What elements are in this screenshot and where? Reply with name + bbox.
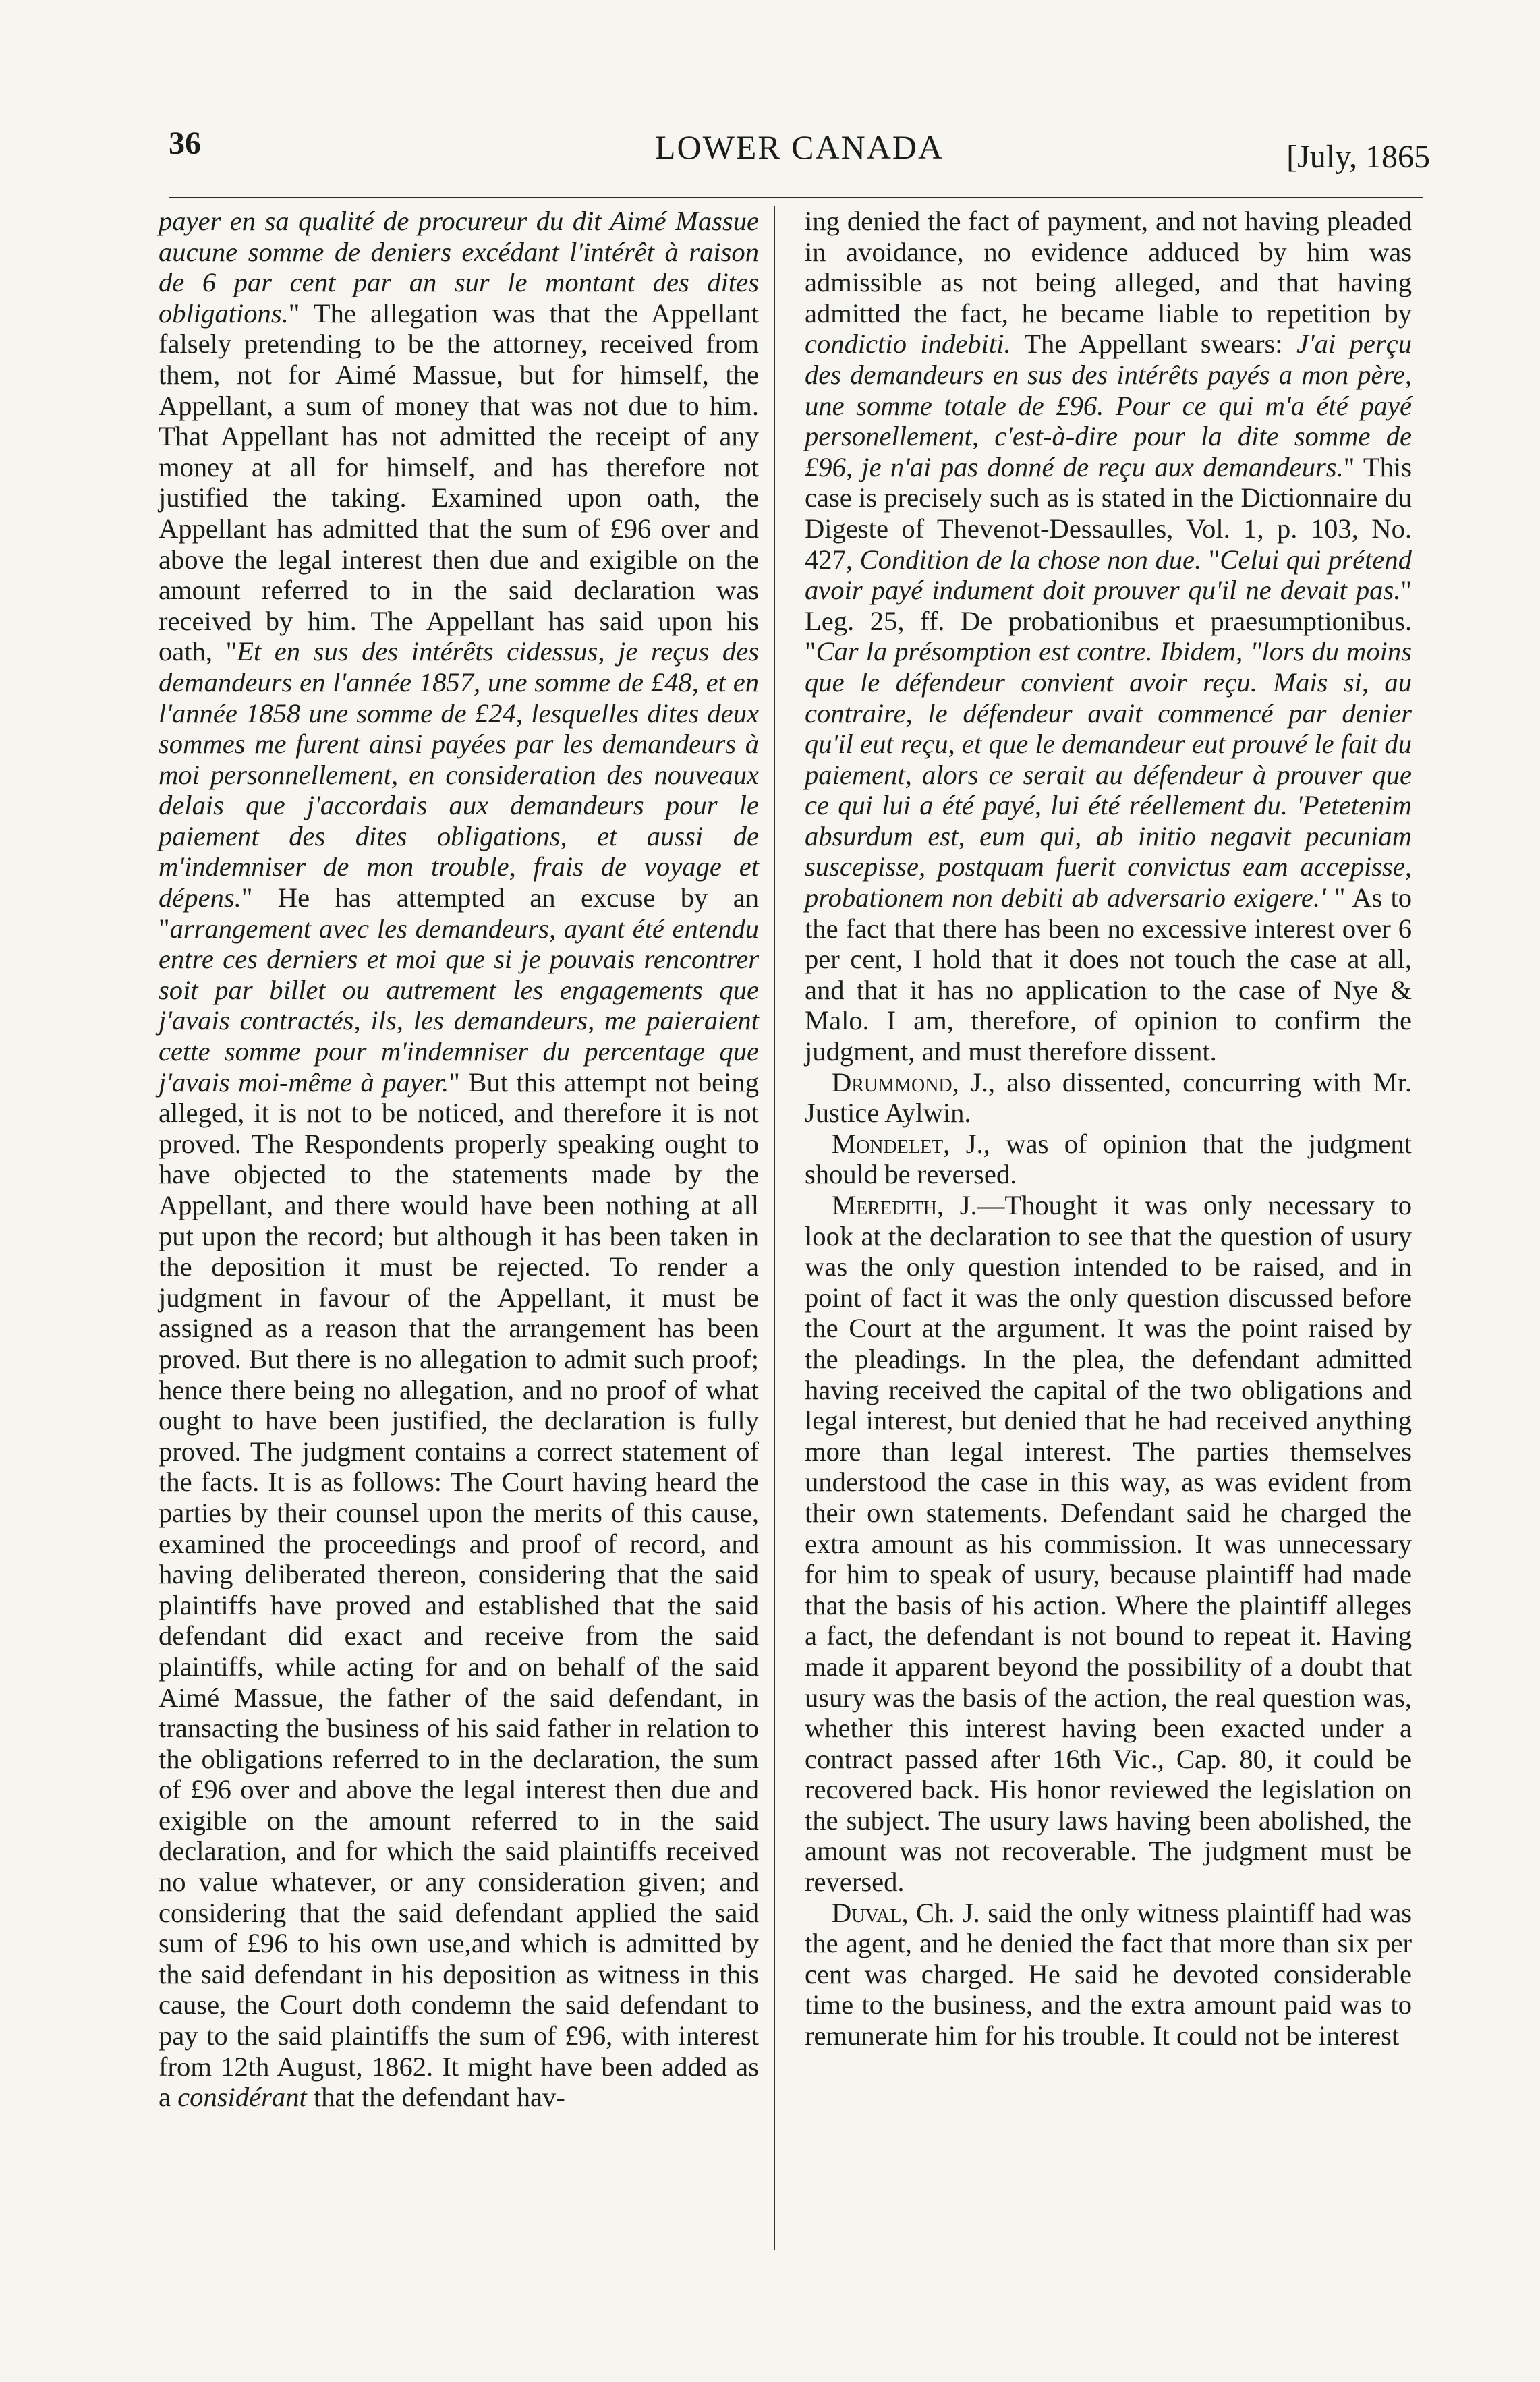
text-run: " As to the fact that there has been no excessive interest over 6 per cent, I hold that it does not touch the case at all, and that it has no application to the case of Nye & Malo. I am, therefore, of opinion to confirm the judgment, and must therefore dissent. <box>805 882 1413 1067</box>
paragraph <box>805 1898 1412 2051</box>
column-divider <box>774 206 775 2250</box>
judge-name: Duval <box>832 1897 902 1928</box>
header-date: [July, 1865 <box>1286 139 1430 175</box>
text-run: arrangement avec les demandeurs, ayant été entendu entre ces derniers et moi que si je pouvais rencontrer soit par billet ou autrement les engagements que j'avais contractés, ils, les demandeurs, me paieraient cette somme pour m'indemniser du percentage que j'avais moi-même à payer. <box>159 913 759 1098</box>
page-title: LOWER CANADA <box>654 128 944 166</box>
paragraph-text: , Ch. J. said the only witness plaintiff had was the agent, and he denied the fact that more than six per cent was charged. He said he devoted considerable time to the business, and the extra amount paid was to remunerate him for his trouble. It could not be interest <box>805 1897 1412 2051</box>
page-number: 36 <box>169 125 201 161</box>
text-run: that the defendant hav- <box>306 2082 565 2113</box>
text-run: condictio indebiti. <box>805 329 1011 360</box>
left-column <box>159 206 759 2113</box>
judge-name: Mondelet <box>832 1128 944 1159</box>
paragraph <box>159 206 759 2113</box>
paragraph <box>805 1067 1412 1129</box>
text-run: J'ai perçu des demandeurs en sus des intérêts payés a mon père, une somme totale de £96. Pour ce qui m'a été payé personellement, c'est-à-dire pour la dite somme de £96, je n'ai pas donné de reçu aux demandeurs. <box>805 329 1412 482</box>
text-run: Condition de la chose non due. <box>859 544 1202 575</box>
text-run: The Appellant swears: <box>1010 329 1296 360</box>
text-run: Celui qui prétend avoir payé indument doit prouver qu'il ne devait pas. <box>805 544 1412 606</box>
paragraph <box>805 1190 1412 1898</box>
text-run: " But this attempt not being alleged, it is not to be noticed, and therefore it is not proved. The Respondents properly speaking ought to have objected to the statements made by the Appellant, and there would have been nothing at all put upon the record; but although it has been taken in the deposition it must be rejected. To render a judgment in favour of the Appellant, it must be assigned as a reason that the arrangement has been proved. But there is no allegation to admit such proof; hence there being no allegation, and no proof of what ought to have been justified, the declaration is fully proved. The judgment contains a correct statement of the facts. It is as follows: The Court having heard the parties by their counsel upon the merits of this cause, examined the proceedings and proof of record, and having deliberated thereon, considering that the said plaintiffs have proved and established that the said defendant did exact and receive from the said plaintiffs, while acting for and on behalf of the said Aimé Massue, the father of the said defendant, in transacting the business of his said father in relation to the obligations referred to in the declaration, the sum of £96 over and above the legal interest then due and exigible on the amount referred to in the said declaration, and for which the said plaintiffs received no value whatever, or any consideration given; and considering that the said defendant applied the said sum of £96 to his own use,and which is admitted by the said defendant in his deposition as witness in this cause, the Court doth condemn the said defendant to pay to the said plaintiffs the sum of £96, with interest from 12th August, 1862. It might have been added as a <box>159 1067 759 2113</box>
paragraph-text: , J.—Thought it was only necessary to look at the declaration to see that the question of usury was the only question intended to be raised, and in point of fact it was the only question discussed before the Court at the argument. It was the point raised by the pleadings. In the plea, the defendant admitted having received the capital of the two obligations and legal interest, but denied that he had received anything more than legal interest. The parties themselves understood the case in this way, as was evident from their own statements. Defendant said he charged the extra amount as his commission. It was unnecessary for him to speak of usury, because plaintiff had made that the basis of his action. Where the plaintiff alleges a fact, the defendant is not bound to repeat it. Having made it apparent beyond the possibility of a doubt that usury was the basis of the action, the real question was, whether this interest having been exacted under a contract passed after 16th Vic., Cap. 80, it could be recovered back. His honor reviewed the legislation on the subject. The usury laws having been abolished, the amount was not recoverable. The judgment must be reversed. <box>805 1190 1412 1898</box>
text-run: considérant <box>171 2082 307 2113</box>
paragraph <box>805 206 1412 1067</box>
judge-name: Meredith <box>832 1190 937 1220</box>
paragraph <box>805 1129 1412 1190</box>
text-run: " This case is precisely such as is stated in the Dictionnaire du Digeste of Thevenot-Dessaulles, Vol. 1, p. 103, No. 427, <box>805 451 1412 575</box>
text-run: ing denied the fact of payment, and not having pleaded in avoidance, no evidence adduced by him was admissible as not being alleged, and that having admitted the fact, he became liable to repetition by <box>805 206 1412 329</box>
right-column <box>805 206 1412 2051</box>
judge-name: Drummond <box>832 1067 952 1098</box>
running-header <box>169 118 1430 179</box>
text-run: " The allegation was that the Appellant falsely pretending to be the attorney, received from them, not for Aimé Massue, but for himself, the Appellant, a sum of money that was not due to him. That Appellant has not admitted the receipt of any money at all for himself, and has therefore not justified the taking. Examined upon oath, the Appellant has admitted that the sum of £96 over and above the legal interest then due and exigible on the amount referred to in the said declaration was received by him. The Appellant has said upon his oath, " <box>159 297 759 667</box>
text-run: Et en sus des intérêts cidessus, je reçus des demandeurs en l'année 1857, une somme de £48, et en l'année 1858 une somme de £24, lesquelles dites deux sommes me furent ainsi payées par les demandeurs à moi personnellement, en consideration des nouveaux delais que j'accordais aux demandeurs pour le paiement des dites obligations, et aussi de m'indemniser de mon trouble, frais de voyage et dépens. <box>159 636 759 913</box>
paragraph-text: , J., was of opinion that the judgment should be reversed. <box>805 1128 1412 1190</box>
text-run: " Leg. 25, ff. De probationibus et praesumptionibus. " <box>805 575 1412 667</box>
text-run: " <box>1201 544 1220 575</box>
paragraph-text: , J., also dissented, concurring with Mr. Justice Aylwin. <box>805 1067 1412 1129</box>
text-run: " He has attempted an excuse by an " <box>159 882 759 944</box>
header-rule <box>169 197 1423 198</box>
text-run: payer en sa qualité de procureur du dit Aimé Massue aucune somme de deniers excédant l'intérêt à raison de 6 par cent par an sur le montant des dites obligations. <box>159 206 759 329</box>
text-run: Car la présomption est contre. Ibidem, "lors du moins que le défendeur convient avoir reçu. Mais si, au contraire, le défendeur avait commencé par denier qu'il eut reçu, et que le demandeur eut prouvé le fait du paiement, alors ce serait au défendeur à prouver que ce qui lui a été payé, lui été réellement du. 'Petetenim absurdum est, eum qui, ab initio negavit pecuniam suscepisse, postquam fuerit convictus eam accepisse, probationem non debiti ab adversario exigere.' <box>805 636 1412 913</box>
